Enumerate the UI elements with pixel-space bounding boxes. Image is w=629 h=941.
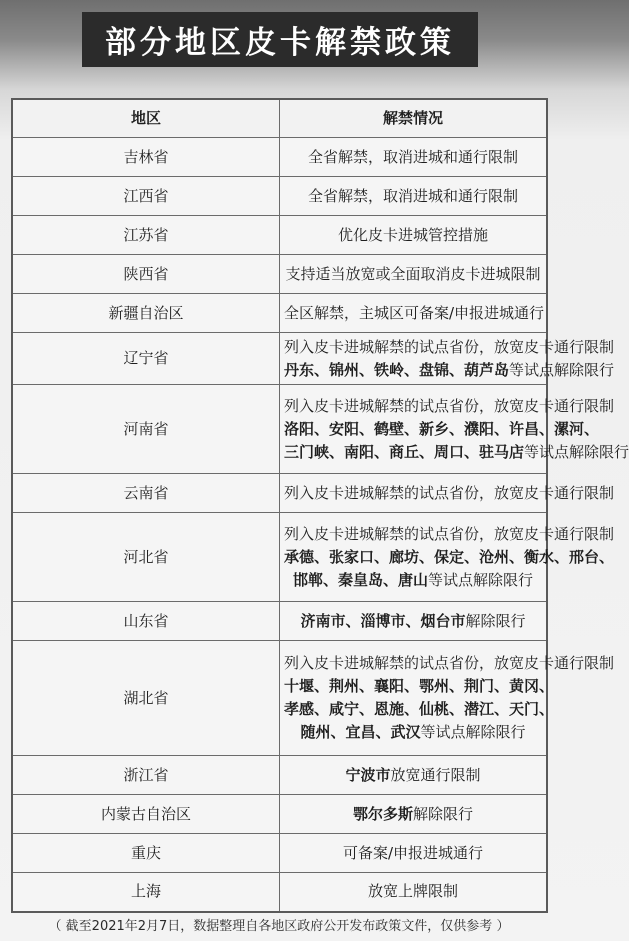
policy-table: [11, 98, 629, 913]
region-cell: 新疆自治区: [12, 294, 280, 333]
status-suffix: 等试点解除限行: [509, 360, 615, 379]
table-row: [12, 216, 547, 255]
status-cell: [280, 138, 548, 177]
region-cell: 山东省: [12, 602, 280, 641]
status-cell: [280, 513, 615, 602]
region-cell: 辽宁省: [12, 333, 280, 385]
status-text: 优化皮卡进城管控措施: [337, 225, 488, 244]
table-header-row: [12, 99, 547, 138]
table-row: [12, 177, 547, 216]
city-list: 三门峡、南阳、商丘、周口、驻马店: [284, 442, 525, 461]
status-suffix: 解除限行: [413, 804, 474, 823]
page-title: 部分地区皮卡解禁政策: [82, 12, 478, 67]
table-row: [12, 138, 547, 177]
status-text: 支持适当放宽或全面取消皮卡进城限制: [285, 264, 541, 283]
status-cell: [280, 602, 548, 641]
table-row: [12, 756, 547, 795]
city-line: [284, 546, 615, 569]
city-list: 丹东、锦州、铁岭、盘锦、葫芦岛: [284, 360, 510, 379]
status-text: 全区解禁，主城区可备案/申报进城通行: [284, 303, 545, 322]
region-cell: 江苏省: [12, 216, 280, 255]
status-cell: [280, 795, 548, 834]
status-cell: [280, 834, 548, 873]
status-cell: [280, 641, 615, 756]
city-list: 随州、宜昌、武汉: [300, 723, 421, 741]
status-text: 全省解禁，取消进城和通行限制: [307, 186, 518, 205]
table-row: [12, 602, 547, 641]
region-cell: 上海: [12, 873, 280, 912]
region-cell: 内蒙古自治区: [12, 795, 280, 834]
city-list: 十堰、荆州、襄阳、鄂州、荆门、黄冈、: [284, 677, 555, 695]
status-cell: [280, 474, 615, 513]
region-cell: 江西省: [12, 177, 280, 216]
region-cell: 浙江省: [12, 756, 280, 795]
city-list: 承德、张家口、廊坊、保定、沧州、衡水、邢台、: [284, 547, 615, 566]
city-line: [284, 359, 615, 382]
table-row: [12, 513, 547, 602]
city-line: [284, 721, 542, 744]
status-column-header: 解禁情况: [280, 99, 548, 138]
status-suffix: 等试点解除限行: [420, 723, 526, 741]
status-suffix: 放宽通行限制: [390, 765, 481, 784]
status-text: 全省解禁，取消进城和通行限制: [307, 147, 518, 166]
region-cell: 重庆: [12, 834, 280, 873]
city-list: 宁波市: [345, 765, 391, 784]
city-list: 济南市、淄博市、烟台市: [300, 611, 466, 630]
status-text: 列入皮卡进城解禁的试点省份，放宽皮卡通行限制: [284, 654, 615, 672]
status-text: 可备案/申报进城通行: [342, 843, 484, 862]
region-cell: 云南省: [12, 474, 280, 513]
city-list: 孝感、咸宁、恩施、仙桃、潜江、天门、: [284, 700, 555, 718]
table-body: [12, 138, 629, 912]
city-line: [284, 569, 542, 592]
status-cell: [280, 177, 548, 216]
status-cell: [280, 294, 548, 333]
table-row: [12, 385, 547, 474]
region-cell: 河南省: [12, 385, 280, 474]
status-cell: [280, 216, 548, 255]
city-line: [284, 803, 542, 826]
table-row: [12, 834, 547, 873]
status-text: 放宽上牌限制: [367, 882, 458, 901]
city-list: 邯郸、秦皇岛、唐山: [292, 570, 428, 589]
status-text: 列入皮卡进城解禁的试点省份，放宽皮卡通行限制: [284, 337, 615, 356]
city-line: [284, 418, 600, 441]
status-cell: [280, 333, 615, 385]
city-line: [284, 610, 542, 633]
status-cell: [280, 756, 548, 795]
table-row: [12, 641, 547, 756]
status-cell: [280, 873, 548, 912]
status-suffix: 解除限行: [465, 611, 526, 630]
table-row: [12, 873, 547, 912]
region-column-header: 地区: [12, 99, 280, 138]
table-row: [12, 474, 547, 513]
status-suffix: 等试点解除限行: [524, 442, 629, 461]
table-row: [12, 255, 547, 294]
city-line: [284, 698, 555, 721]
region-cell: 河北省: [12, 513, 280, 602]
status-suffix: 等试点解除限行: [428, 570, 534, 589]
region-cell: 吉林省: [12, 138, 280, 177]
status-cell: [280, 255, 548, 294]
table-row: [12, 294, 547, 333]
status-text: 列入皮卡进城解禁的试点省份，放宽皮卡通行限制: [284, 483, 615, 502]
table-row: [12, 333, 547, 385]
status-text: 列入皮卡进城解禁的试点省份，放宽皮卡通行限制: [284, 524, 615, 543]
region-cell: 陕西省: [12, 255, 280, 294]
status-cell: [280, 385, 629, 474]
table-row: [12, 795, 547, 834]
footnote: （ 截至2021年2月7日，数据整理自各地区政府公开发布政策文件，仅供参考 ）: [48, 919, 510, 934]
city-list: 鄂尔多斯: [352, 804, 413, 823]
region-cell: 湖北省: [12, 641, 280, 756]
city-line: [284, 441, 629, 464]
status-text: 列入皮卡进城解禁的试点省份，放宽皮卡通行限制: [284, 396, 615, 415]
city-line: [284, 764, 542, 787]
city-list: 洛阳、安阳、鹤壁、新乡、濮阳、许昌、漯河、: [284, 419, 600, 438]
city-line: [284, 675, 555, 698]
